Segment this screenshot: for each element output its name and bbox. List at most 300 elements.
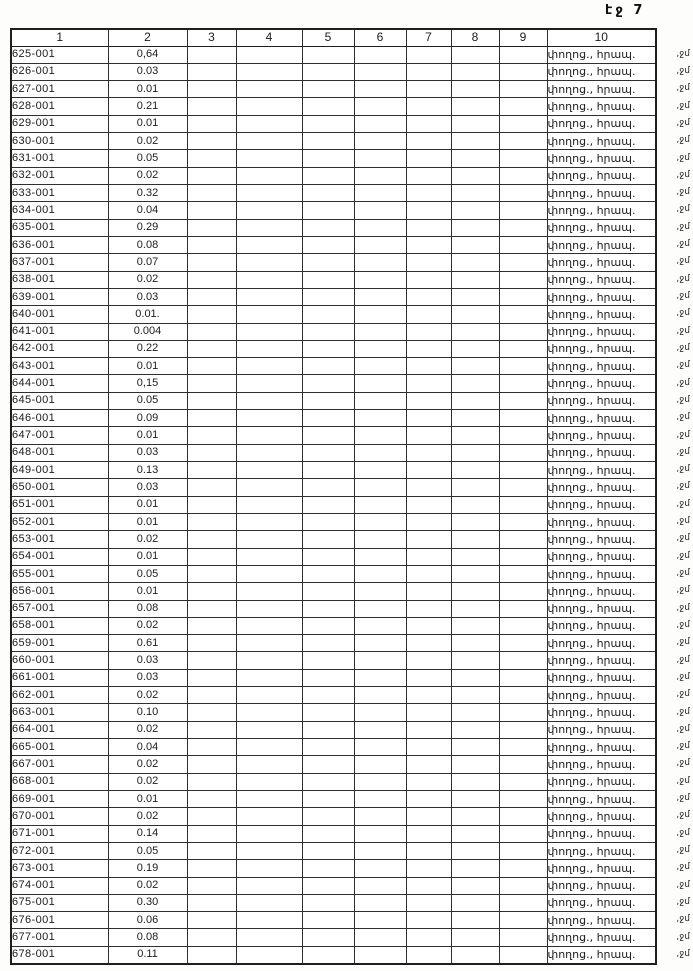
empty-cell xyxy=(302,687,354,704)
empty-cell xyxy=(302,115,354,132)
empty-cell xyxy=(302,340,354,357)
row-value-cell: 0.02 xyxy=(108,687,187,704)
empty-cell xyxy=(354,46,406,63)
empty-cell xyxy=(499,894,547,911)
empty-cell xyxy=(499,739,547,756)
empty-cell xyxy=(451,185,499,202)
empty-cell xyxy=(451,219,499,236)
empty-cell xyxy=(302,565,354,582)
row-id-cell: 627-001 xyxy=(11,81,108,98)
margin-note: ,ջմ xyxy=(676,446,690,457)
empty-cell xyxy=(236,202,302,219)
row-note-cell: փողոց., հրապ. xyxy=(547,877,656,894)
empty-cell xyxy=(236,531,302,548)
empty-cell xyxy=(499,652,547,669)
empty-cell xyxy=(354,63,406,80)
empty-cell xyxy=(187,392,236,409)
empty-cell xyxy=(499,842,547,859)
empty-cell xyxy=(302,548,354,565)
empty-cell xyxy=(354,323,406,340)
empty-cell xyxy=(451,288,499,305)
row-value-cell: 0.07 xyxy=(108,254,187,271)
empty-cell xyxy=(236,583,302,600)
margin-note: ,ջմ xyxy=(676,169,690,180)
row-value-cell: 0.08 xyxy=(108,236,187,253)
row-note-cell: փողոց., հրապ. xyxy=(547,427,656,444)
row-id-cell: 645-001 xyxy=(11,392,108,409)
empty-cell xyxy=(499,133,547,150)
empty-cell xyxy=(354,513,406,530)
table-row xyxy=(11,756,656,773)
row-id-cell: 670-001 xyxy=(11,808,108,825)
table-row xyxy=(11,98,656,115)
empty-cell xyxy=(451,254,499,271)
empty-cell xyxy=(354,600,406,617)
row-id-cell: 643-001 xyxy=(11,358,108,375)
table-row xyxy=(11,63,656,80)
empty-cell xyxy=(354,531,406,548)
row-note-cell: փողոց., հրապ. xyxy=(547,392,656,409)
empty-cell xyxy=(451,427,499,444)
empty-cell xyxy=(406,150,451,167)
row-note-cell: փողոց., հրապ. xyxy=(547,133,656,150)
row-note-cell: փողոց., հրապ. xyxy=(547,479,656,496)
empty-cell xyxy=(354,929,406,946)
row-value-cell: 0.05 xyxy=(108,392,187,409)
row-note-cell: փողոց., հրապ. xyxy=(547,860,656,877)
empty-cell xyxy=(187,704,236,721)
row-id-cell: 678-001 xyxy=(11,946,108,963)
empty-cell xyxy=(451,81,499,98)
empty-cell xyxy=(302,323,354,340)
row-value-cell: 0.22 xyxy=(108,340,187,357)
row-value-cell: 0.19 xyxy=(108,860,187,877)
margin-note: ,ջմ xyxy=(676,879,690,890)
row-id-cell: 677-001 xyxy=(11,929,108,946)
table-row xyxy=(11,444,656,461)
row-note-cell: փողոց., հրապ. xyxy=(547,150,656,167)
table-row xyxy=(11,462,656,479)
margin-note: ,ջմ xyxy=(676,706,690,717)
row-id-cell: 653-001 xyxy=(11,531,108,548)
empty-cell xyxy=(406,375,451,392)
empty-cell xyxy=(236,790,302,807)
empty-cell xyxy=(354,721,406,738)
empty-cell xyxy=(406,81,451,98)
empty-cell xyxy=(499,600,547,617)
empty-cell xyxy=(451,375,499,392)
row-value-cell: 0.03 xyxy=(108,669,187,686)
empty-cell xyxy=(499,790,547,807)
empty-cell xyxy=(187,358,236,375)
row-value-cell: 0.04 xyxy=(108,739,187,756)
header-cell: 9 xyxy=(499,29,547,46)
table-row xyxy=(11,392,656,409)
empty-cell xyxy=(236,739,302,756)
margin-note: ,ջմ xyxy=(676,654,690,665)
empty-cell xyxy=(302,635,354,652)
empty-cell xyxy=(354,444,406,461)
row-id-cell: 674-001 xyxy=(11,877,108,894)
empty-cell xyxy=(354,739,406,756)
empty-cell xyxy=(406,565,451,582)
empty-cell xyxy=(451,323,499,340)
margin-note: ,ջմ xyxy=(676,671,690,682)
row-note-cell: փողոց., հրապ. xyxy=(547,894,656,911)
margin-note: ,ջմ xyxy=(676,152,690,163)
empty-cell xyxy=(499,236,547,253)
empty-cell xyxy=(354,236,406,253)
empty-cell xyxy=(499,98,547,115)
margin-note: ,ջմ xyxy=(676,568,690,579)
empty-cell xyxy=(236,98,302,115)
table-row xyxy=(11,565,656,582)
empty-cell xyxy=(302,877,354,894)
margin-note: ,ջմ xyxy=(676,429,690,440)
row-note-cell: փողոց., հրապ. xyxy=(547,946,656,963)
empty-cell xyxy=(406,756,451,773)
empty-cell xyxy=(354,912,406,929)
empty-cell xyxy=(451,929,499,946)
empty-cell xyxy=(499,185,547,202)
empty-cell xyxy=(406,340,451,357)
row-note-cell: փողոց., հրապ. xyxy=(547,254,656,271)
empty-cell xyxy=(187,531,236,548)
empty-cell xyxy=(451,704,499,721)
empty-cell xyxy=(354,98,406,115)
row-id-cell: 640-001 xyxy=(11,306,108,323)
empty-cell xyxy=(451,790,499,807)
empty-cell xyxy=(302,704,354,721)
table-row xyxy=(11,340,656,357)
row-id-cell: 625-001 xyxy=(11,46,108,63)
empty-cell xyxy=(236,323,302,340)
empty-cell xyxy=(236,167,302,184)
margin-note: ,ջմ xyxy=(676,931,690,942)
table-row xyxy=(11,236,656,253)
empty-cell xyxy=(499,340,547,357)
table-row xyxy=(11,877,656,894)
row-value-cell: 0.03 xyxy=(108,444,187,461)
empty-cell xyxy=(302,946,354,963)
empty-cell xyxy=(499,825,547,842)
table-row xyxy=(11,254,656,271)
empty-cell xyxy=(187,340,236,357)
table-row xyxy=(11,167,656,184)
row-id-cell: 638-001 xyxy=(11,271,108,288)
empty-cell xyxy=(187,236,236,253)
empty-cell xyxy=(451,410,499,427)
empty-cell xyxy=(451,583,499,600)
empty-cell xyxy=(406,635,451,652)
empty-cell xyxy=(499,617,547,634)
empty-cell xyxy=(499,150,547,167)
row-value-cell: 0.11 xyxy=(108,946,187,963)
row-value-cell: 0.02 xyxy=(108,756,187,773)
row-id-cell: 642-001 xyxy=(11,340,108,357)
empty-cell xyxy=(499,375,547,392)
empty-cell xyxy=(499,773,547,790)
empty-cell xyxy=(187,150,236,167)
row-id-cell: 673-001 xyxy=(11,860,108,877)
row-note-cell: փողոց., հրապ. xyxy=(547,202,656,219)
empty-cell xyxy=(451,340,499,357)
empty-cell xyxy=(499,392,547,409)
margin-note: ,ջմ xyxy=(676,360,690,371)
empty-cell xyxy=(406,946,451,963)
empty-cell xyxy=(236,462,302,479)
empty-cell xyxy=(499,946,547,963)
margin-note: ,ջմ xyxy=(676,135,690,146)
empty-cell xyxy=(499,427,547,444)
empty-cell xyxy=(406,808,451,825)
row-value-cell: 0.01 xyxy=(108,583,187,600)
empty-cell xyxy=(302,133,354,150)
row-id-cell: 668-001 xyxy=(11,773,108,790)
empty-cell xyxy=(406,496,451,513)
row-note-cell: փողոց., հրապ. xyxy=(547,63,656,80)
row-note-cell: փողոց., հրապ. xyxy=(547,46,656,63)
empty-cell xyxy=(236,427,302,444)
empty-cell xyxy=(354,288,406,305)
empty-cell xyxy=(187,81,236,98)
empty-cell xyxy=(354,877,406,894)
row-id-cell: 654-001 xyxy=(11,548,108,565)
row-note-cell: փողոց., հրապ. xyxy=(547,756,656,773)
table-row xyxy=(11,790,656,807)
header-cell: 6 xyxy=(354,29,406,46)
table-row xyxy=(11,912,656,929)
empty-cell xyxy=(302,202,354,219)
empty-cell xyxy=(451,271,499,288)
empty-cell xyxy=(236,150,302,167)
row-note-cell: փողոց., հրապ. xyxy=(547,306,656,323)
empty-cell xyxy=(451,63,499,80)
row-id-cell: 669-001 xyxy=(11,790,108,807)
empty-cell xyxy=(406,358,451,375)
empty-cell xyxy=(406,721,451,738)
empty-cell xyxy=(406,392,451,409)
row-value-cell: 0.02 xyxy=(108,773,187,790)
row-id-cell: 650-001 xyxy=(11,479,108,496)
empty-cell xyxy=(354,150,406,167)
empty-cell xyxy=(354,635,406,652)
row-note-cell: փողոց., հրապ. xyxy=(547,167,656,184)
empty-cell xyxy=(354,704,406,721)
empty-cell xyxy=(236,81,302,98)
margin-note: ,ջմ xyxy=(676,464,690,475)
empty-cell xyxy=(406,877,451,894)
empty-cell xyxy=(451,756,499,773)
row-note-cell: փողոց., հրապ. xyxy=(547,531,656,548)
row-note-cell: փողոց., հրապ. xyxy=(547,81,656,98)
row-value-cell: 0.08 xyxy=(108,600,187,617)
row-note-cell: փողոց., հրապ. xyxy=(547,808,656,825)
empty-cell xyxy=(187,115,236,132)
empty-cell xyxy=(451,773,499,790)
empty-cell xyxy=(187,462,236,479)
empty-cell xyxy=(354,185,406,202)
empty-cell xyxy=(354,565,406,582)
empty-cell xyxy=(499,306,547,323)
header-row xyxy=(11,29,656,46)
empty-cell xyxy=(354,202,406,219)
empty-cell xyxy=(302,219,354,236)
empty-cell xyxy=(406,739,451,756)
empty-cell xyxy=(236,652,302,669)
empty-cell xyxy=(236,444,302,461)
empty-cell xyxy=(354,375,406,392)
empty-cell xyxy=(406,271,451,288)
empty-cell xyxy=(406,236,451,253)
empty-cell xyxy=(187,167,236,184)
empty-cell xyxy=(499,115,547,132)
row-value-cell: 0.02 xyxy=(108,271,187,288)
margin-note: ,ջմ xyxy=(676,65,690,76)
empty-cell xyxy=(406,63,451,80)
row-value-cell: 0.03 xyxy=(108,288,187,305)
empty-cell xyxy=(187,600,236,617)
table-row xyxy=(11,410,656,427)
header-cell: 8 xyxy=(451,29,499,46)
empty-cell xyxy=(236,63,302,80)
empty-cell xyxy=(187,946,236,963)
row-note-cell: փողոց., հրապ. xyxy=(547,825,656,842)
empty-cell xyxy=(236,133,302,150)
empty-cell xyxy=(354,808,406,825)
row-value-cell: 0.03 xyxy=(108,479,187,496)
empty-cell xyxy=(187,756,236,773)
row-note-cell: փողոց., հրապ. xyxy=(547,704,656,721)
empty-cell xyxy=(302,929,354,946)
empty-cell xyxy=(499,687,547,704)
empty-cell xyxy=(451,444,499,461)
table-row xyxy=(11,323,656,340)
margin-note: ,ջմ xyxy=(676,896,690,907)
empty-cell xyxy=(406,860,451,877)
row-note-cell: փողոց., հրապ. xyxy=(547,236,656,253)
empty-cell xyxy=(451,600,499,617)
empty-cell xyxy=(302,427,354,444)
empty-cell xyxy=(236,513,302,530)
empty-cell xyxy=(187,635,236,652)
empty-cell xyxy=(499,721,547,738)
table-row xyxy=(11,842,656,859)
margin-note: ,ջմ xyxy=(676,239,690,250)
empty-cell xyxy=(187,479,236,496)
row-note-cell: փողոց., հրապ. xyxy=(547,375,656,392)
table-row xyxy=(11,479,656,496)
empty-cell xyxy=(236,704,302,721)
row-value-cell: 0.06 xyxy=(108,912,187,929)
empty-cell xyxy=(187,652,236,669)
margin-note: ,ջմ xyxy=(676,810,690,821)
table-row xyxy=(11,133,656,150)
empty-cell xyxy=(499,167,547,184)
empty-cell xyxy=(406,115,451,132)
empty-cell xyxy=(236,635,302,652)
empty-cell xyxy=(187,98,236,115)
empty-cell xyxy=(236,617,302,634)
table-row xyxy=(11,219,656,236)
margin-note: ,ջմ xyxy=(676,862,690,873)
empty-cell xyxy=(302,652,354,669)
empty-cell xyxy=(451,721,499,738)
empty-cell xyxy=(451,617,499,634)
row-value-cell: 0.02 xyxy=(108,133,187,150)
empty-cell xyxy=(236,860,302,877)
row-value-cell: 0.02 xyxy=(108,721,187,738)
row-value-cell: 0.05 xyxy=(108,150,187,167)
row-id-cell: 629-001 xyxy=(11,115,108,132)
empty-cell xyxy=(354,271,406,288)
empty-cell xyxy=(236,565,302,582)
empty-cell xyxy=(236,392,302,409)
row-id-cell: 651-001 xyxy=(11,496,108,513)
empty-cell xyxy=(406,531,451,548)
empty-cell xyxy=(302,669,354,686)
empty-cell xyxy=(406,652,451,669)
empty-cell xyxy=(187,288,236,305)
table-row xyxy=(11,687,656,704)
row-id-cell: 655-001 xyxy=(11,565,108,582)
empty-cell xyxy=(187,496,236,513)
margin-note: ,ջմ xyxy=(676,723,690,734)
margin-note: ,ջմ xyxy=(676,619,690,630)
empty-cell xyxy=(187,583,236,600)
empty-cell xyxy=(451,236,499,253)
table-row xyxy=(11,288,656,305)
empty-cell xyxy=(302,63,354,80)
empty-cell xyxy=(499,358,547,375)
data-table xyxy=(10,28,657,965)
empty-cell xyxy=(302,790,354,807)
row-id-cell: 635-001 xyxy=(11,219,108,236)
row-value-cell: 0.02 xyxy=(108,617,187,634)
margin-note: ,ջմ xyxy=(676,377,690,388)
empty-cell xyxy=(499,912,547,929)
empty-cell xyxy=(187,219,236,236)
margin-note: ,ջմ xyxy=(676,689,690,700)
empty-cell xyxy=(236,946,302,963)
empty-cell xyxy=(236,219,302,236)
empty-cell xyxy=(187,375,236,392)
row-note-cell: փողոց., հրապ. xyxy=(547,340,656,357)
row-value-cell: 0.10 xyxy=(108,704,187,721)
empty-cell xyxy=(354,479,406,496)
empty-cell xyxy=(187,929,236,946)
empty-cell xyxy=(406,254,451,271)
table-row xyxy=(11,739,656,756)
empty-cell xyxy=(187,894,236,911)
empty-cell xyxy=(451,687,499,704)
margin-note: ,ջմ xyxy=(676,325,690,336)
table-row xyxy=(11,271,656,288)
empty-cell xyxy=(406,410,451,427)
margin-note: ,ջմ xyxy=(676,827,690,838)
empty-cell xyxy=(406,513,451,530)
empty-cell xyxy=(187,410,236,427)
empty-cell xyxy=(302,496,354,513)
empty-cell xyxy=(236,877,302,894)
row-value-cell: 0.02 xyxy=(108,531,187,548)
table-row xyxy=(11,427,656,444)
empty-cell xyxy=(354,254,406,271)
empty-cell xyxy=(236,912,302,929)
margin-note: ,ջմ xyxy=(676,342,690,353)
empty-cell xyxy=(236,288,302,305)
margin-note: ,ջմ xyxy=(676,394,690,405)
